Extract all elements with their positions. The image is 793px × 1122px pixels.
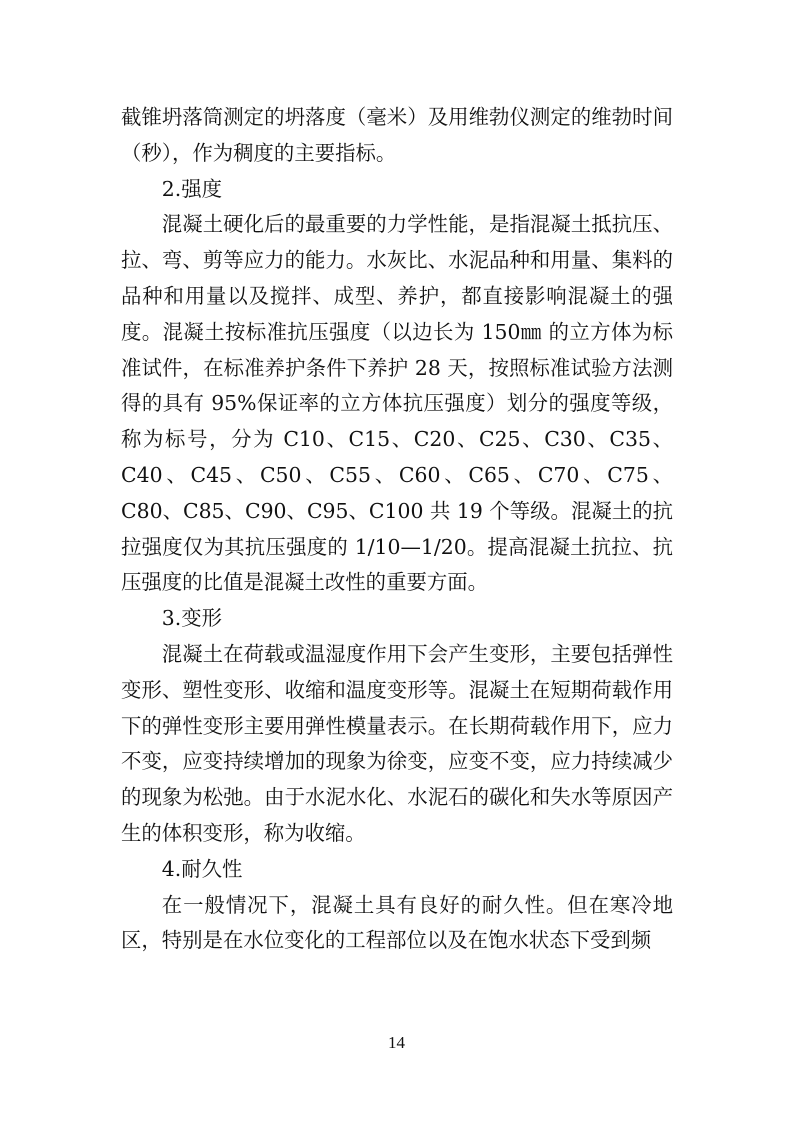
paragraph-strength: 混凝土硬化后的最重要的力学性能，是指混凝土抵抗压、拉、弯、剪等应力的能力。水灰比、水泥品种和用量、集料的品种和用量以及搅拌、成型、养护，都直接影响混凝土的强度。混凝土按标准抗压强度（以边长为 150㎜ 的立方体为标准试件，在标准养护条件下养护 28 天，按照标准试验方法测得的具有 95%保证率的立方体抗压强度）划分的强度等级，称为标号，分为 C10、C15、C20、C25、C30、C35、C40、C45、C50、C55、C60、C65、C70、C75、C80、C85、C90、C95、C100 共 19 个等级。混凝土的抗拉强度仅为其抗压强度的 1/10—1/20。提高混凝土抗拉、抗压强度的比值是混凝土改性的重要方面。 [121, 212, 673, 595]
heading-strength: 2.强度 [161, 176, 223, 201]
paragraph-deformation: 混凝土在荷载或温湿度作用下会产生变形，主要包括弹性变形、塑性变形、收缩和温度变形等。混凝土在短期荷载作用下的弹性变形主要用弹性模量表示。在长期荷载作用下，应力不变，应变持续增加的现象为徐变，应变不变，应力持续减少的现象为松弛。由于水泥水化、水泥石的碳化和失水等原因产生的体积变形，称为收缩。 [121, 641, 673, 845]
body-text [121, 100, 673, 959]
heading-durability: 4.耐久性 [161, 856, 243, 881]
page-number: 14 [388, 1033, 405, 1052]
paragraph-slump-continued: 截锥坍落筒测定的坍落度（毫米）及用维勃仪测定的维勃时间（秒），作为稠度的主要指标。 [121, 105, 673, 165]
heading-deformation: 3.变形 [161, 606, 223, 631]
paragraph-durability: 在一般情况下，混凝土具有良好的耐久性。但在寒冷地区，特别是在水位变化的工程部位以及在饱水状态下受到频 [121, 892, 673, 953]
